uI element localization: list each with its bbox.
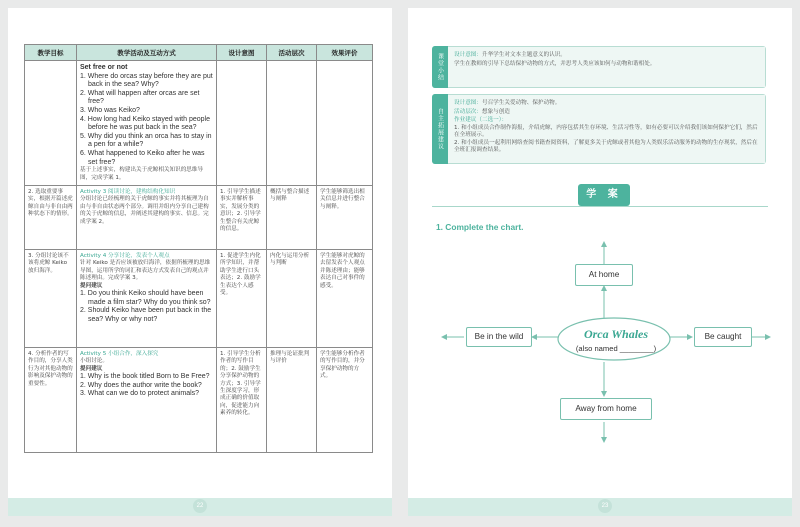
header-evaluation: 效果评价 [317,45,373,61]
row1-question: 2. What will happen after orcas are set free? [80,89,200,106]
homework-option: 1. 和小组成员合作制作海报，介绍虎鲸，内容包括其生存环境、生活习性等，如有必要可以介绍我们该如何保护它们，然后在全班展示。 [454,124,758,139]
question: 2. Why does the author write the book? [80,381,202,389]
activity-title: Activity 3 阅读讨论，建构结构化知识 [80,188,176,195]
summary-intent-text: 升华学生对文本主题意义的认识。 [481,52,566,58]
activity-title: Activity 5 小组合作，深入探究 [80,350,159,357]
cell-level: 推理与论证批判与评价 [267,347,317,452]
questions-title: 提问建议 [80,282,103,289]
table-row [25,61,373,186]
homework-options-label: 作业建议（二选一）： [454,117,508,124]
right-page [408,8,792,516]
cell-intent: 1. 引导学生分析作者的写作目的；2. 鼓励学生分享保护动物的方式；3. 引导学生深度学习，形成正确的价值取向，促进能力向素养的转化。 [217,347,267,452]
cell-evaluation [317,61,373,186]
activity-text: 针对 Keiko 是否应该被放归海洋，依据所梳理的思维导图，运用所学的词汇和表达方式发表自己的观点并陈述理由。完成学案 3。 [80,260,211,282]
question: 1. Do you think Keiko should have been made a film star? Why do you think so? [80,289,211,306]
page-number: 23 [598,499,612,513]
table-row [25,347,373,452]
cell-evaluation: 学生能够分析作者的写作目的，并分享保护动物的方式。 [317,347,373,452]
homework-intent-text: 号召学生关爱动物、保护动物。 [481,100,561,106]
page-number: 22 [193,499,207,513]
activity-sub: 小组讨论。 [80,358,108,365]
node-be-caught: Be caught [694,327,752,347]
header-goal: 教学目标 [25,45,77,61]
summary-tab: 课堂小结 [432,46,448,88]
cell-evaluation: 学生能够筛选出相关信息并进行整合与阐释。 [317,185,373,249]
question: 2. Should Keiko have been put back in the sea? Why or why not? [80,307,212,323]
cell-activity [77,347,217,452]
left-page [8,8,392,516]
cell-level: 概括与整合描述与阐释 [267,185,317,249]
question: 3. What can we do to protect animals? [80,390,200,398]
cell-evaluation: 学生能够对虎鲸的去留发表个人观点并陈述理由；能够表达自己对事件的感受。 [317,249,373,347]
cell-intent: 1. 引导学生描述事实并解析事实，发展分类的意识；2. 引导学生整合有关虎鲸的信息。 [217,185,267,249]
homework-method-label: 活动层次： [454,108,482,115]
row1-title: Set free or not [80,64,128,71]
summary-intent-label: 设计意图： [454,52,482,58]
center-node [556,318,676,368]
row1-note: 基于上述事实，构建出关于虎鲸相关知识的思维导图，完成学案 1。 [80,167,204,181]
cell-goal: 2. 选取重要事实，根据开篇述虎鲸自由与非自由两种状态下的情形。 [25,185,77,249]
cell-goal [25,61,77,186]
cell-intent [217,61,267,186]
cell-goal: 4. 分析作者的写作目的，分享人类行为对其他动物的影响及保护动物的重要性。 [25,347,77,452]
activity-text: 分组讨论已经梳理的关于虎鲸的事实并将其梳理为自由与非自由状态两个部分。调用并组内分享自己建构的关于虎鲸的信息，并阐述其建构的事实、信息。完成学案 2。 [80,196,209,225]
row1-question: 4. How long had Keiko stayed with people before he was put back in the sea? [80,115,210,132]
questions-title: 提问建议 [80,365,103,372]
homework-option: 2. 和小组成员一起利用网络查阅书籍查阅资料，了解更多关于虎鲸或者其他为人类娱乐活动服务的动物的生存现状，然后在全班汇报调查结果。 [454,139,758,153]
row1-question: 5. Why did you think an orca has to stay in a pen for a while? [80,132,212,149]
header-intent: 设计意图 [217,45,267,61]
homework-method-text: 想象与创造 [481,108,510,115]
center-title: Orca Whales [583,327,649,341]
row1-question: 3. Who was Keiko? [80,106,140,114]
homework-tab: 自主拓展建议 [432,94,448,164]
homework-intent-label: 设计意图： [454,100,482,106]
header-level: 活动层次 [267,45,317,61]
table-header-row [25,45,373,61]
table-row [25,249,373,347]
cell-activity [77,61,217,186]
activity-title: Activity 4 分享讨论，发表个人观点 [80,252,170,259]
question: 1. Why is the book titled Born to Be Free? [80,373,210,381]
cell-level [267,61,317,186]
node-in-the-wild: Be in the wild [466,327,532,347]
cell-activity [77,249,217,347]
cell-intent: 1. 促进学生内化所学知识，并帮助学生进行口头表达；2. 鼓励学生表达个人感受。 [217,249,267,347]
node-at-home: At home [575,264,633,286]
row1-question: 1. Where do orcas stay before they are put back in the sea? Why? [80,72,213,89]
cell-goal: 3. 分组讨论该不该将虎鲸 Keiko 放归海洋。 [25,249,77,347]
row1-question: 6. What happened to Keiko after he was set free? [80,149,205,166]
node-away-from-home: Away from home [560,398,652,420]
header-activity: 教学活动及互动方式 [77,45,217,61]
summary-text: 学生在教师的引导下总结保护动物的方式，并思考人类应该如何与动物和谐相处。 [454,60,656,67]
table-row [25,185,373,249]
teaching-plan-table [24,44,373,453]
cell-level: 内化与运用分析与判断 [267,249,317,347]
cell-activity [77,185,217,249]
task-instruction: 1. Complete the chart. [436,222,524,232]
center-subtitle[interactable]: (also named ________) [575,344,657,353]
chart-diagram [408,8,792,516]
xuean-label: 学 案 [578,184,630,206]
